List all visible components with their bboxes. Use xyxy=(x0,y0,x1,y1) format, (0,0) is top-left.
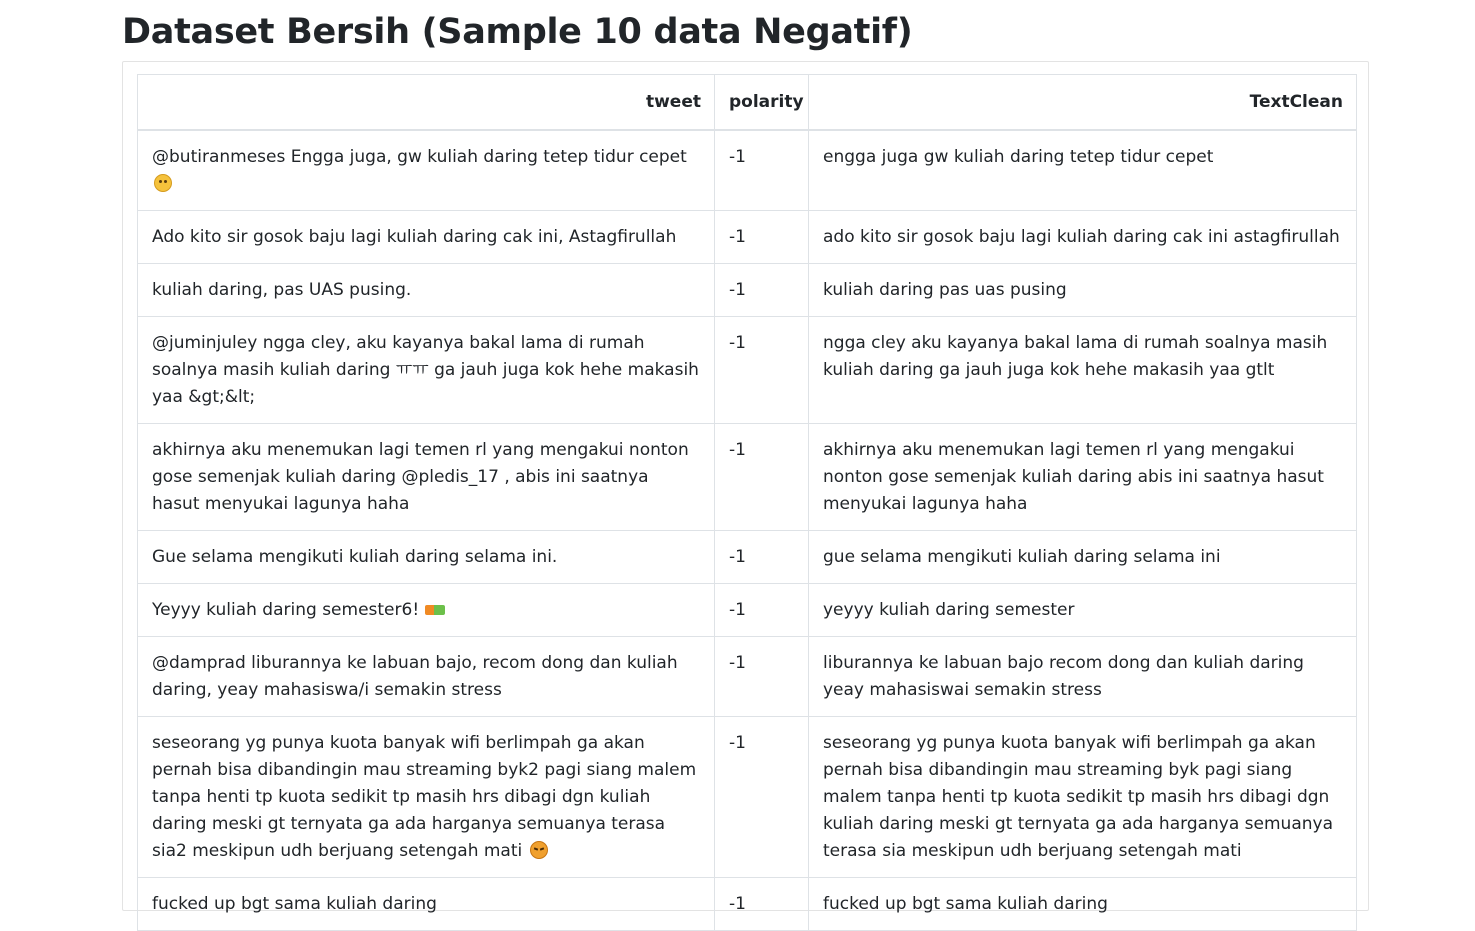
table-row xyxy=(138,424,1357,531)
tweet-cell: @juminjuley ngga cley, aku kayanya bakal lama di rumah soalnya masih kuliah daring ㅠㅠ ga jauh juga kok hehe makasih yaa &gt;&lt; xyxy=(138,317,715,424)
smile-emoji-icon xyxy=(154,174,172,192)
polarity-cell: -1 xyxy=(715,531,809,584)
tweet-cell xyxy=(138,584,715,637)
table-row xyxy=(138,584,1357,637)
data-table xyxy=(137,74,1357,931)
table-row xyxy=(138,317,1357,424)
page-title: Dataset Bersih (Sample 10 data Negatif) xyxy=(122,12,913,52)
table-row xyxy=(138,130,1357,211)
tweet-text: seseorang yg punya kuota banyak wifi berlimpah ga akan pernah bisa dibandingin mau streaming byk2 pagi siang malem tanpa henti tp kuota sedikit tp masih hrs dibagi dgn kuliah daring meski gt ternyata ga ada harganya semuanya terasa sia2 meskipun udh berjuang setengah mati xyxy=(152,733,697,861)
tweet-cell xyxy=(138,717,715,878)
table-row xyxy=(138,211,1357,264)
table-row xyxy=(138,264,1357,317)
angry-face-emoji-icon xyxy=(530,841,548,859)
water-gun-emoji-icon xyxy=(425,605,445,615)
table-header-row xyxy=(138,75,1357,131)
tweet-cell xyxy=(138,130,715,211)
clean-text-cell: yeyyy kuliah daring semester xyxy=(809,584,1357,637)
clean-text-cell: gue selama mengikuti kuliah daring selama ini xyxy=(809,531,1357,584)
tweet-cell: Gue selama mengikuti kuliah daring selama ini. xyxy=(138,531,715,584)
tweet-cell: akhirnya aku menemukan lagi temen rl yang mengakui nonton gose semenjak kuliah daring @pledis_17 , abis ini saatnya hasut menyukai lagunya haha xyxy=(138,424,715,531)
clean-text-cell: seseorang yg punya kuota banyak wifi berlimpah ga akan pernah bisa dibandingin mau streaming byk pagi siang malem tanpa henti tp kuota sedikit tp masih hrs dibagi dgn kuliah daring meski gt ternyata ga ada harganya semuanya terasa sia meskipun udh berjuang setengah mati xyxy=(809,717,1357,878)
clean-text-cell: ado kito sir gosok baju lagi kuliah daring cak ini astagfirullah xyxy=(809,211,1357,264)
tweet-text: @butiranmeses Engga juga, gw kuliah daring tetep tidur cepet xyxy=(152,147,687,167)
clean-text-cell: ngga cley aku kayanya bakal lama di rumah soalnya masih kuliah daring ga jauh juga kok hehe makasih yaa gtlt xyxy=(809,317,1357,424)
polarity-cell: -1 xyxy=(715,130,809,211)
clean-text-cell: engga juga gw kuliah daring tetep tidur cepet xyxy=(809,130,1357,211)
clean-text-cell: fucked up bgt sama kuliah daring xyxy=(809,878,1357,931)
header-textclean: TextClean xyxy=(809,75,1357,131)
header-tweet: tweet xyxy=(138,75,715,131)
polarity-cell: -1 xyxy=(715,878,809,931)
table-row xyxy=(138,878,1357,931)
tweet-cell: @damprad liburannya ke labuan bajo, recom dong dan kuliah daring, yeay mahasiswa/i semakin stress xyxy=(138,637,715,717)
tweet-cell: kuliah daring, pas UAS pusing. xyxy=(138,264,715,317)
clean-text-cell: kuliah daring pas uas pusing xyxy=(809,264,1357,317)
table-row xyxy=(138,531,1357,584)
clean-text-cell: akhirnya aku menemukan lagi temen rl yang mengakui nonton gose semenjak kuliah daring abis ini saatnya hasut menyukai lagunya haha xyxy=(809,424,1357,531)
polarity-cell: -1 xyxy=(715,317,809,424)
clean-text-cell: liburannya ke labuan bajo recom dong dan kuliah daring yeay mahasiswai semakin stress xyxy=(809,637,1357,717)
tweet-cell: fucked up bgt sama kuliah daring xyxy=(138,878,715,931)
header-polarity: polarity xyxy=(715,75,809,131)
polarity-cell: -1 xyxy=(715,584,809,637)
polarity-cell: -1 xyxy=(715,264,809,317)
table-row xyxy=(138,637,1357,717)
table-row xyxy=(138,717,1357,878)
polarity-cell: -1 xyxy=(715,637,809,717)
polarity-cell: -1 xyxy=(715,717,809,878)
tweet-cell: Ado kito sir gosok baju lagi kuliah daring cak ini, Astagfirullah xyxy=(138,211,715,264)
tweet-text: Yeyyy kuliah daring semester6! xyxy=(152,600,420,620)
polarity-cell: -1 xyxy=(715,424,809,531)
polarity-cell: -1 xyxy=(715,211,809,264)
